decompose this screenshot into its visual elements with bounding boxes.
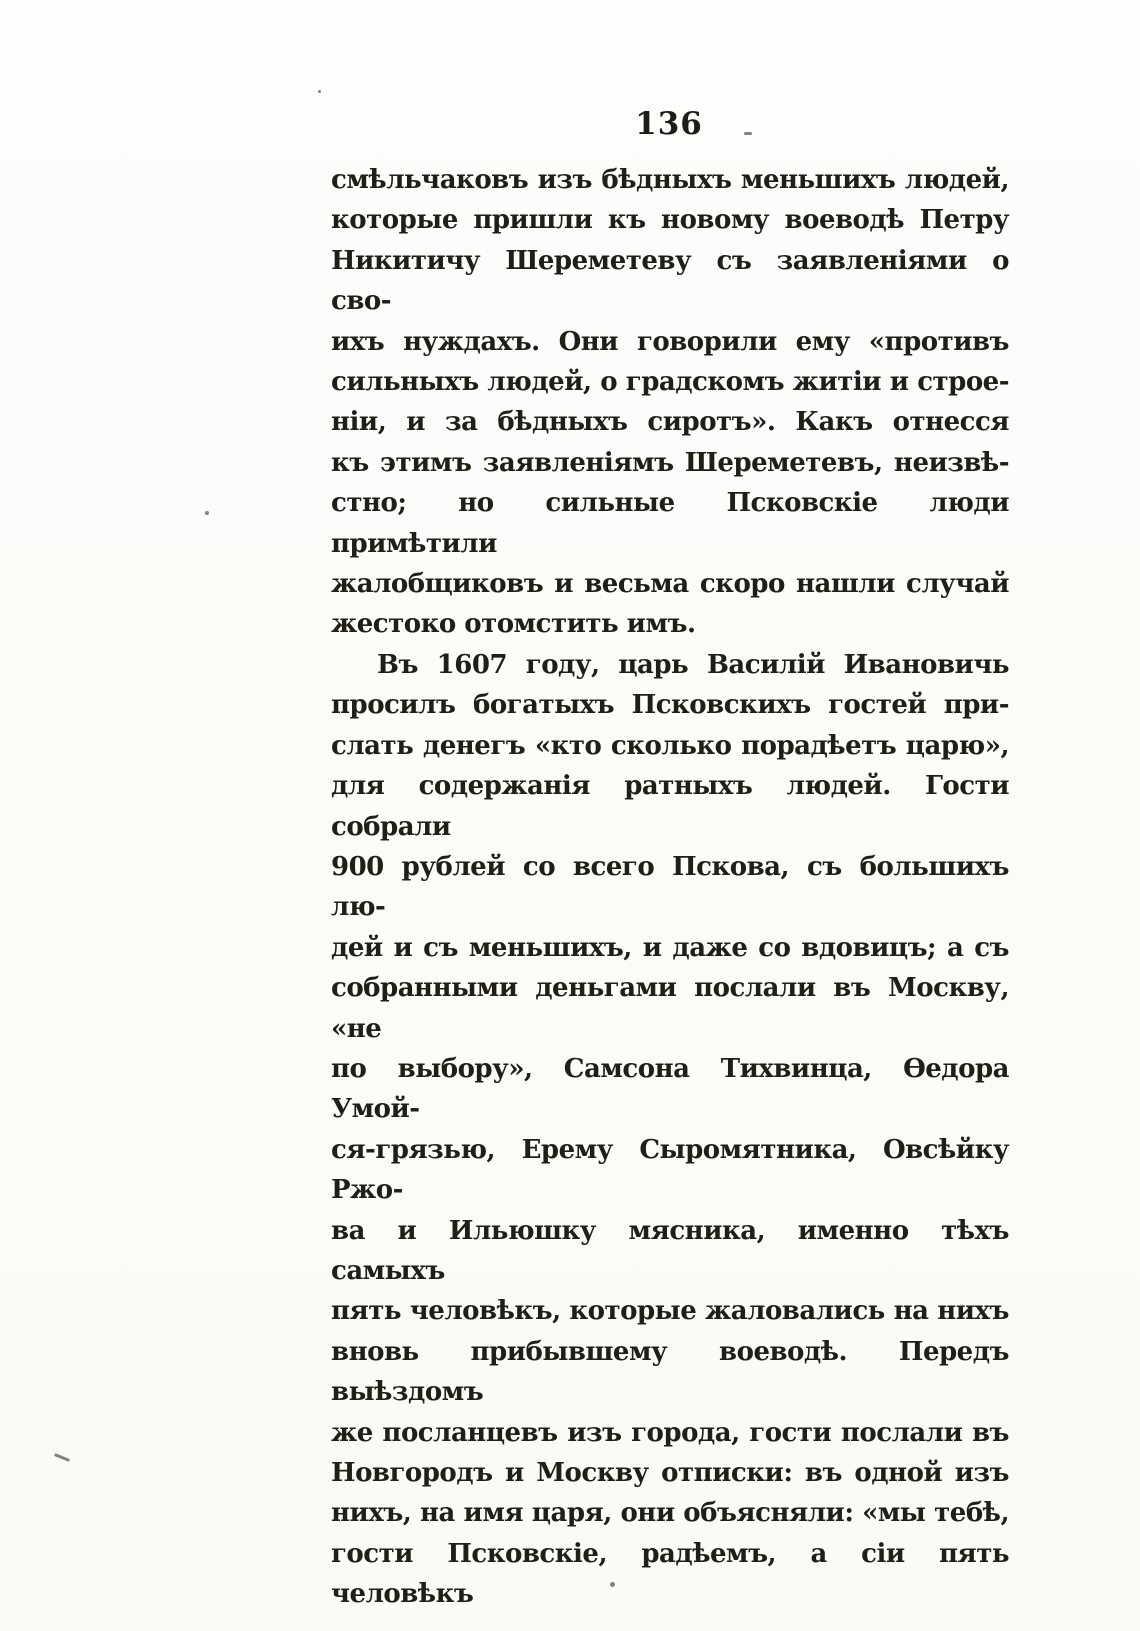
scan-artifact	[610, 1582, 615, 1587]
text-line: вновь прибывшему воеводѣ. Передъ выѣздомъ	[331, 1336, 1009, 1408]
scan-artifact	[54, 1453, 70, 1462]
text-line: ва и Ильюшку мясника, именно тѣхъ самыхъ	[331, 1215, 1009, 1286]
text-line: нихъ, на имя царя, они объясняли: «мы тебѣ,	[331, 1498, 1009, 1529]
text-line: ихъ нуждахъ. Они говорили ему «противъ	[331, 326, 1009, 357]
scan-artifact	[318, 90, 321, 93]
text-line: просилъ богатыхъ Псковскихъ гостей при-	[331, 690, 1009, 721]
text-line: Никитичу Шереметеву съ заявленіями о сво-	[331, 245, 1009, 317]
text-line: жалобщиковъ и весьма скоро нашли случай	[331, 569, 1009, 600]
text-line: по выбору», Самсона Тихвинца, Ѳедора Умой-	[331, 1053, 1009, 1125]
text-line: гости Псковскіе, радѣемъ, а сіи пять человѣкъ	[331, 1538, 1009, 1610]
scan-artifact	[744, 132, 752, 135]
text-line: Въ 1607 году, царь Василій Ивановичь	[377, 649, 1009, 680]
text-line: 900 рублей со всего Пскова, съ большихъ лю-	[331, 851, 1009, 923]
text-line: Новгородъ и Москву отписки: въ одной изъ	[331, 1458, 1009, 1488]
text-block	[331, 160, 1009, 1615]
text-line: ніи, и за бѣдныхъ сиротъ». Какъ отнесся	[331, 407, 1009, 438]
text-line: собранными деньгами послали въ Москву, «не	[331, 973, 1009, 1044]
text-line: которые пришли къ новому воеводѣ Петру	[331, 205, 1009, 236]
text-line: сильныхъ людей, о градскомъ житіи и строе-	[331, 367, 1009, 398]
text-line: слать денегъ «кто сколько порадѣетъ царю»,	[331, 730, 1009, 761]
text-line: для содержанія ратныхъ людей. Гости собрали	[331, 771, 1009, 842]
text-line: ся-грязью, Ерему Сыромятника, Овсѣйку Ржо-	[331, 1134, 1009, 1206]
text-line: стно; но сильные Псковскіе люди примѣтили	[331, 488, 1009, 559]
text-line: дей и съ меньшихъ, и даже со вдовицъ; а съ	[331, 932, 1009, 963]
page-number: 136	[635, 106, 703, 142]
text-line: же посланцевъ изъ города, гости послали въ	[331, 1417, 1009, 1448]
scan-artifact	[205, 511, 209, 515]
text-line: къ этимъ заявленіямъ Шереметевъ, неизвѣ-	[331, 447, 1009, 478]
text-line: смѣльчаковъ изъ бѣдныхъ меньшихъ людей,	[331, 165, 1009, 195]
text-line: жестоко отомстить имъ.	[331, 609, 696, 640]
text-line: пять человѣкъ, которые жаловались на нихъ	[331, 1296, 1009, 1327]
